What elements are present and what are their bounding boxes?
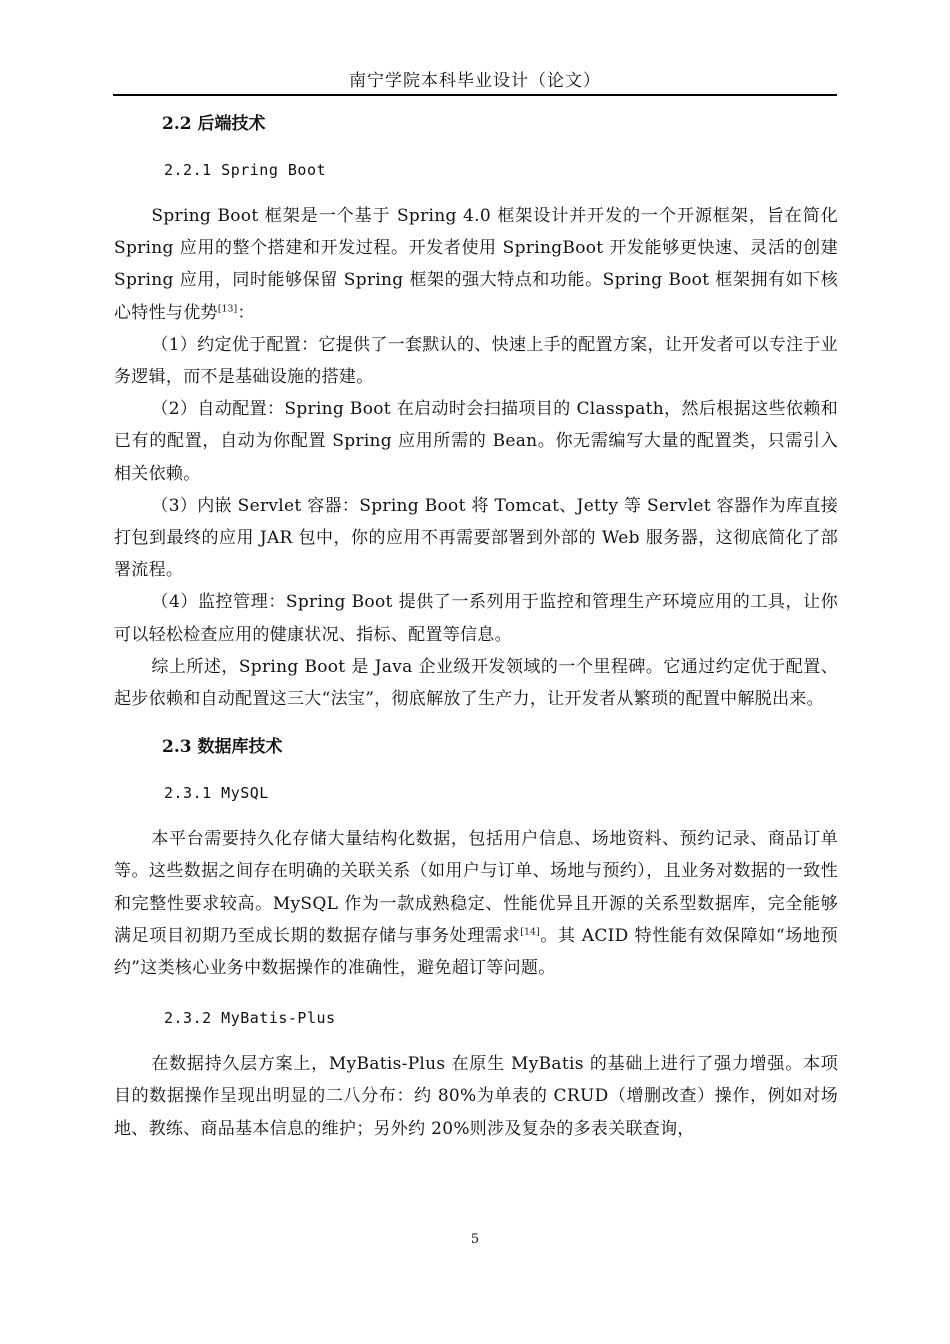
paragraph-text: 本平台需要持久化存储大量结构化数据，包括用户信息、场地资料、预约记录、商品订单等。这些数据之间存在明确的关联关系（如用户与订单、场地与预约），且业务对数据的一致性和完整性要求较高。MySQL 作为一款成熟稳定、性能优异且开源的关系型数据库，完全能够满足项目初期乃至成长期的数据存储与事务处理需求 — [114, 829, 838, 946]
body-paragraph: （4）监控管理：Spring Boot 提供了一系列用于监控和管理生产环境应用的工具，让你可以轻松检查应用的健康状况、指标、配置等信息。 — [114, 592, 838, 645]
section-heading: 2.2 后端技术 — [162, 114, 266, 134]
section-heading: 2.3 数据库技术 — [162, 737, 283, 758]
subsection-heading: 2.3.2 MyBatis-Plus — [164, 1009, 336, 1028]
paragraph-text-continued: ： — [237, 302, 255, 323]
citation-ref: [13] — [217, 303, 238, 314]
body-paragraph: （3）内嵌 Servlet 容器：Spring Boot 将 Tomcat、Jetty 等 Servlet 容器作为库直接打包到最终的应用 JAR 包中，你的应用不再需要部署到外部的 Web 服务器，这彻底简化了部署流程。 — [114, 495, 838, 581]
body-paragraph — [114, 823, 838, 984]
body-paragraph: 综上所述，Spring Boot 是 Java 企业级开发领域的一个里程碑。它通过约定优于配置、起步依赖和自动配置这三大“法宝”，彻底解放了生产力，让开发者从繁琐的配置中解脱出来。 — [114, 656, 838, 710]
page-content — [114, 112, 838, 1145]
running-header: 南宁学院本科毕业设计（论文） — [113, 66, 837, 96]
paragraph-text: Spring Boot 框架是一个基于 Spring 4.0 框架设计并开发的一个开源框架，旨在简化 Spring 应用的整个搭建和开发过程。开发者使用 SpringBoot 开发能够更快速、灵活的创建 Spring 应用，同时能够保留 Spring 框架的强大特点和功能。Spring Boot 框架拥有如下核心特性与优势 — [114, 206, 838, 323]
paragraph-text-continued: 。其 ACID 特性能有效保障如“场地预约”这类核心业务中数据操作的准确性，避免超订等问题。 — [114, 925, 838, 979]
subsection-heading: 2.3.1 MySQL — [164, 784, 269, 803]
body-paragraph: 在数据持久层方案上，MyBatis-Plus 在原生 MyBatis 的基础上进行了强力增强。本项目的数据操作呈现出明显的二八分布：约 80%为单表的 CRUD（增删改查）操作，例如对场地、教练、商品基本信息的维护；另外约 20%则涉及复杂的多表关联查询， — [114, 1054, 838, 1139]
body-paragraph — [114, 200, 838, 329]
citation-ref: [14] — [520, 927, 540, 938]
body-paragraph: （1）约定优于配置：它提供了一套默认的、快速上手的配置方案，让开发者可以专注于业务逻辑，而不是基础设施的搭建。 — [114, 334, 838, 388]
body-paragraph: （2）自动配置：Spring Boot 在启动时会扫描项目的 Classpath，然后根据这些依赖和已有的配置，自动为你配置 Spring 应用所需的 Bean。你无需编写大量的配置类，只需引入相关依赖。 — [114, 399, 838, 484]
subsection-heading: 2.2.1 Spring Boot — [164, 161, 327, 179]
page-number: 5 — [470, 1232, 480, 1247]
